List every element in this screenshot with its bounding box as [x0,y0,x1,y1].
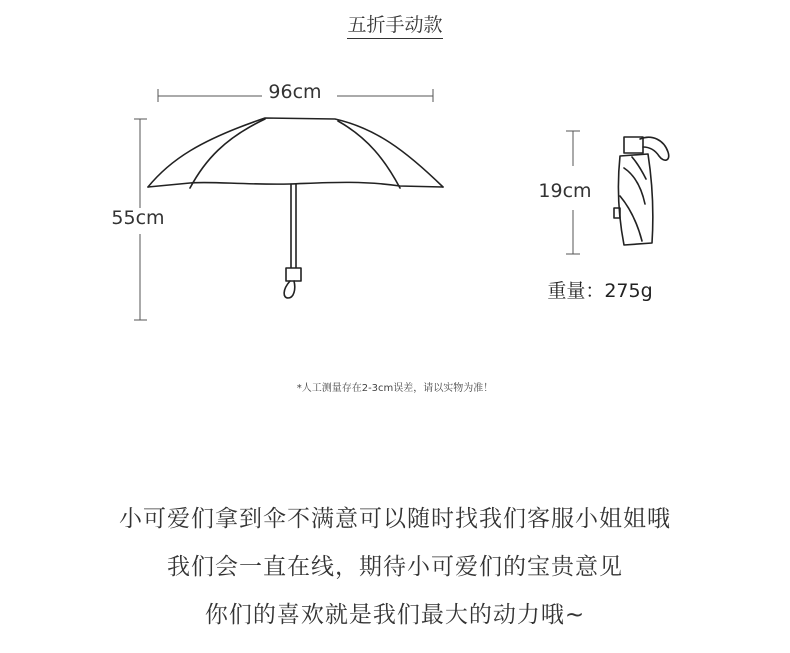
message-line-2: 我们会一直在线，期待小可爱们的宝贵意见 [167,554,623,580]
folded-strap [640,137,669,160]
folded-pleat-3 [632,157,646,179]
weight-label: 重量：275g [547,280,653,302]
folded-length-label: 19cm [538,180,592,202]
title-text: 五折手动款 [347,14,442,39]
canopy-outline [148,118,443,187]
folded-pleat-2 [620,196,642,241]
open-height-label: 55cm [111,207,165,229]
open-umbrella-drawing [148,118,443,298]
wrist-strap [284,281,295,298]
handle [286,268,301,281]
folded-umbrella-drawing [614,137,669,245]
open-width-label: 96cm [268,81,322,103]
message-line-1: 小可爱们拿到伞不满意可以随时找我们客服小姐姐哦 [119,506,671,532]
measurement-note: *人工测量存在2-3cm误差，请以实物为准！ [296,383,494,394]
message-line-3: 你们的喜欢就是我们最大的动力哦~ [204,602,586,628]
folded-pleat-1 [624,168,645,204]
canopy-rib-left [190,119,265,188]
